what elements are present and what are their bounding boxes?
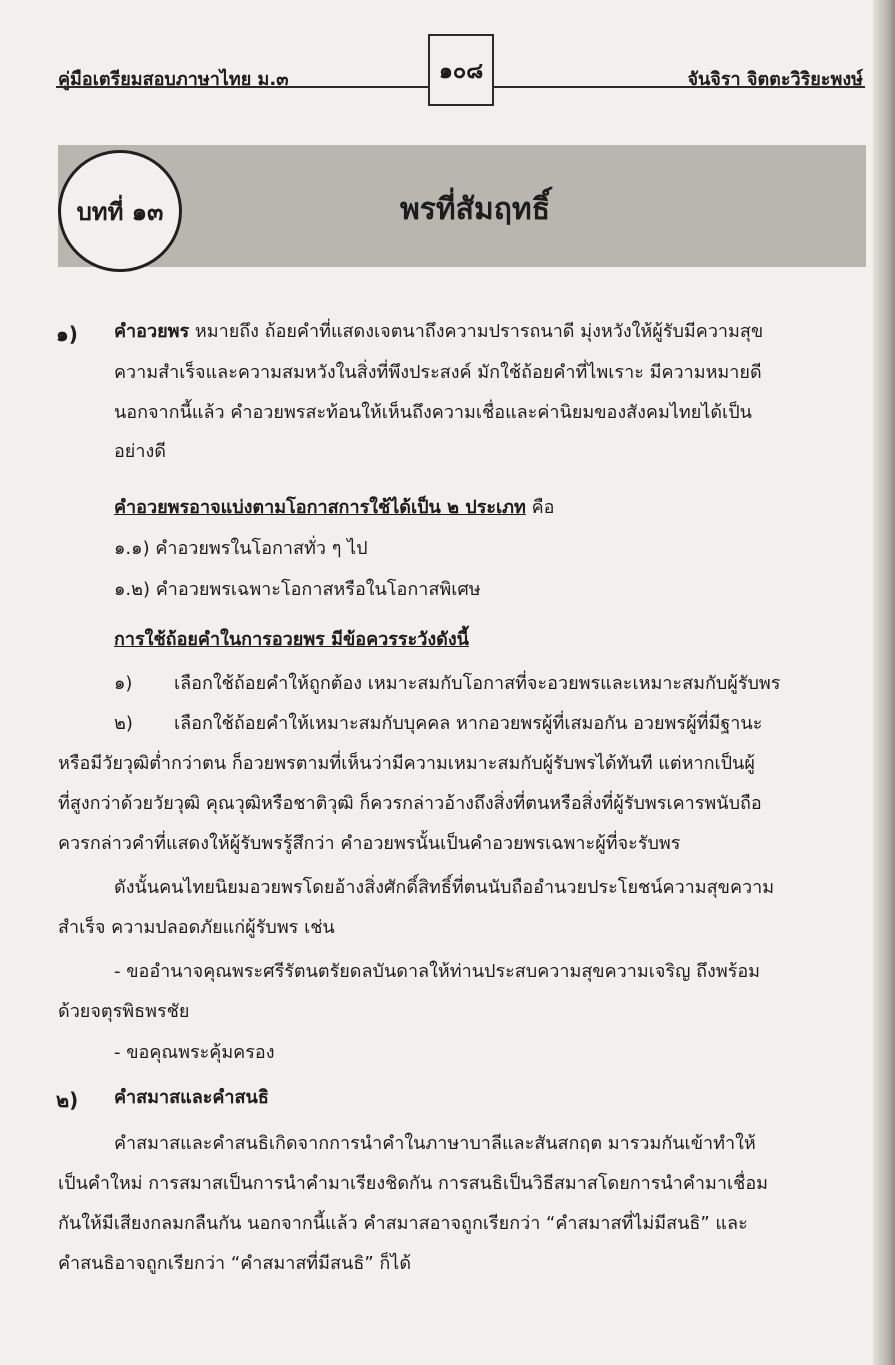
caution-heading: การใช้ถ้อยคำในการอวยพร มีข้อควรระวังดังนี้ bbox=[114, 629, 469, 650]
types-heading: คำอวยพรอาจแบ่งตามโอกาสการใช้ได้เป็น ๒ ประเภท bbox=[114, 497, 526, 518]
section2-line4: คำสนธิอาจถูกเรียกว่า “คำสมาสที่มีสนธิ” ก็ได้ bbox=[58, 1253, 412, 1274]
chapter-label: บทที่ ๑๓ bbox=[76, 197, 164, 226]
caution2-line3: ที่สูงกว่าด้วยวัยวุฒิ คุณวุฒิหรือชาติวุฒิ ก็ควรกล่าวอ้างถึงสิ่งที่ตนหรือสิ่งที่ผู้รับพรเคารพนับถือ bbox=[58, 793, 762, 814]
section1-line3: นอกจากนี้แล้ว คำอวยพรสะท้อนให้เห็นถึงความเชื่อและค่านิยมของสังคมไทยได้เป็น bbox=[114, 402, 752, 423]
section1-line2: ความสำเร็จและความสมหวังในสิ่งที่พึงประสงค์ มักใช้ถ้อยคำที่ไพเราะ มีความหมายดี bbox=[114, 362, 762, 383]
section1-number: ๑) bbox=[56, 322, 78, 346]
chapter-title: พรที่สัมฤทธิ์ bbox=[400, 192, 550, 227]
page-number-box bbox=[428, 34, 494, 106]
section2-number: ๒) bbox=[56, 1088, 79, 1112]
example1-line2: ด้วยจตุรพิธพรชัย bbox=[58, 1001, 190, 1022]
section2-line1: คำสมาสและคำสนธิเกิดจากการนำคำในภาษาบาลีและสันสกฤต มารวมกันเข้าทำให้ bbox=[114, 1133, 756, 1154]
example1-line1: - ขออำนาจคุณพระศรีรัตนตรัยดลบันดาลให้ท่านประสบความสุขความเจริญ ถึงพร้อม bbox=[114, 961, 761, 982]
caution2-line2: หรือมีวัยวุฒิต่ำกว่าตน ก็อวยพรตามที่เห็นว่ามีความเหมาะสมกับผู้รับพรได้ทันที แต่หากเป็นผู้ bbox=[58, 753, 755, 774]
page-edge-shadow bbox=[873, 0, 895, 1365]
section2-line2: เป็นคำใหม่ การสมาสเป็นการนำคำมาเรียงชิดกัน การสนธิเป็นวิธีสมาสโดยการนำคำมาเชื่อม bbox=[58, 1173, 768, 1194]
paragraph-line2: สำเร็จ ความปลอดภัยแก่ผู้รับพร เช่น bbox=[58, 917, 335, 938]
type-1: ๑.๑) คำอวยพรในโอกาสทั่ว ๆ ไป bbox=[114, 538, 368, 559]
header-book-title: คู่มือเตรียมสอบภาษาไทย ม.๓ bbox=[58, 69, 289, 90]
types-suffix: คือ bbox=[525, 497, 555, 518]
caution2-number: ๒) bbox=[114, 713, 133, 734]
chapter-label-circle bbox=[58, 150, 182, 272]
section2-heading: คำสมาสและคำสนธิ bbox=[114, 1087, 269, 1108]
example2: - ขอคุณพระคุ้มครอง bbox=[114, 1042, 275, 1063]
section1-line1 bbox=[114, 320, 763, 344]
section1-heading: คำอวยพร bbox=[114, 321, 190, 342]
types-heading-line bbox=[114, 496, 555, 520]
section2-line3: กันให้มีเสียงกลมกลืนกัน นอกจากนี้แล้ว คำสมาสอาจถูกเรียกว่า “คำสมาสที่ไม่มีสนธิ” และ bbox=[58, 1213, 748, 1234]
paragraph-line1: ดังนั้นคนไทยนิยมอวยพรโดยอ้างสิ่งศักดิ์สิทธิ์ที่ตนนับถืออำนวยประโยชน์ความสุขความ bbox=[114, 877, 775, 898]
caution1-number: ๑) bbox=[114, 673, 133, 694]
header-author: จันจิรา จิตตะวิริยะพงษ์ bbox=[687, 69, 863, 90]
type-2: ๑.๒) คำอวยพรเฉพาะโอกาสหรือในโอกาสพิเศษ bbox=[114, 579, 481, 600]
caution2-line4: ควรกล่าวคำที่แสดงให้ผู้รับพรรู้สึกว่า คำอวยพรนั้นเป็นคำอวยพรเฉพาะผู้ที่จะรับพร bbox=[58, 833, 681, 854]
section1-line4: อย่างดี bbox=[114, 441, 166, 462]
caution2-line1: เลือกใช้ถ้อยคำให้เหมาะสมกับบุคคล หากอวยพรผู้ที่เสมอกัน อวยพรผู้ที่มีฐานะ bbox=[174, 713, 763, 734]
page-number: ๑๐๘ bbox=[438, 58, 484, 84]
section1-line1-text: หมายถึง ถ้อยคำที่แสดงเจตนาถึงความปรารถนาดี มุ่งหวังให้ผู้รับมีความสุข bbox=[189, 321, 764, 342]
caution1-text: เลือกใช้ถ้อยคำให้ถูกต้อง เหมาะสมกับโอกาสที่จะอวยพรและเหมาะสมกับผู้รับพร bbox=[174, 673, 781, 694]
